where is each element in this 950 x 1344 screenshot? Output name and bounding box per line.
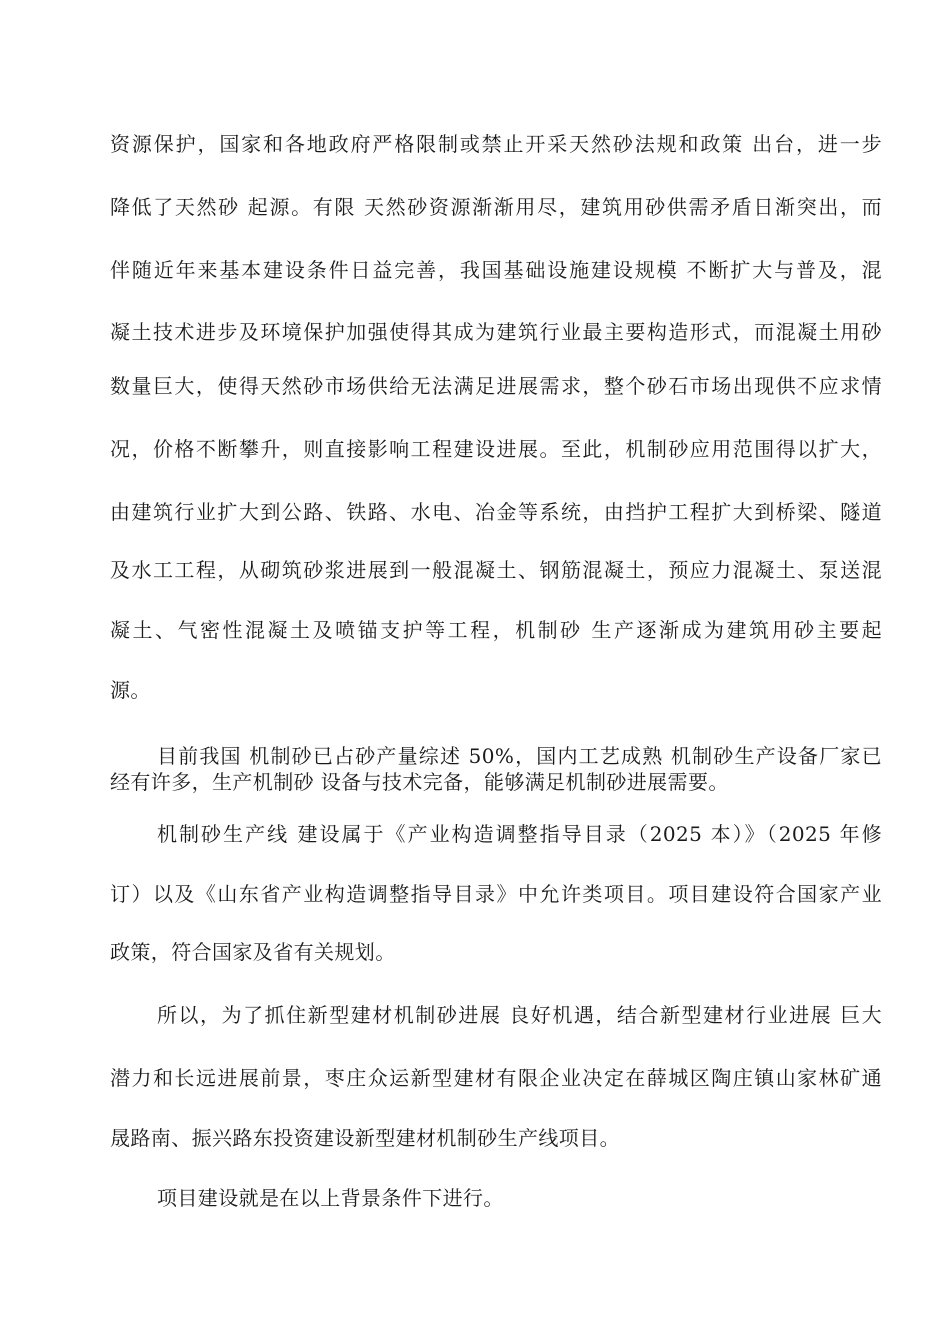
text-line: 目前我国 机制砂已占砂产量综述 50%，国内工艺成熟 机制砂生产设备厂家已 <box>157 744 882 768</box>
text-line: 由建筑行业扩大到公路、铁路、水电、冶金等系统，由挡护工程扩大到桥梁、隧道 <box>110 500 882 524</box>
text-line: 源。 <box>110 678 151 702</box>
text-line: 潜力和长远进展前景，枣庄众运新型建材有限企业决定在薛城区陶庄镇山家林矿通 <box>110 1066 882 1090</box>
text-line: 及水工工程，从砌筑砂浆进展到一般混凝土、钢筋混凝土，预应力混凝土、泵送混 <box>110 558 882 582</box>
text-line: 资源保护，国家和各地政府严格限制或禁止开采天然砂法规和政策 出台，进一步 <box>110 132 882 156</box>
text-line: 凝土、气密性混凝土及喷锚支护等工程，机制砂 生产逐渐成为建筑用砂主要起 <box>110 618 882 642</box>
text-line: 所以，为了抓住新型建材机制砂进展 良好机遇，结合新型建材行业进展 巨大 <box>157 1003 882 1027</box>
text-line: 项目建设就是在以上背景条件下进行。 <box>157 1186 504 1210</box>
text-line: 降低了天然砂 起源。有限 天然砂资源渐渐用尽，建筑用砂供需矛盾日渐突出，而 <box>110 195 882 219</box>
text-line: 凝土技术进步及环境保护加强使得其成为建筑行业最主要构造形式，而混凝土用砂 <box>110 320 882 344</box>
text-line: 订）以及《山东省产业构造调整指导目录》中允许类项目。项目建设符合国家产业 <box>110 882 882 906</box>
text-line: 况，价格不断攀升，则直接影响工程建设进展。至此，机制砂应用范围得以扩大， <box>110 437 882 461</box>
text-line: 政策，符合国家及省有关规划。 <box>110 940 396 964</box>
text-line: 机制砂生产线 建设属于《产业构造调整指导目录（2025 本）》（2025 年修 <box>157 822 882 846</box>
text-line: 经有许多，生产机制砂 设备与技术完备，能够满足机制砂进展需要。 <box>110 770 729 794</box>
text-line: 晟路南、振兴路东投资建设新型建材机制砂生产线项目。 <box>110 1126 620 1150</box>
text-line: 数量巨大，使得天然砂市场供给无法满足进展需求，整个砂石市场出现供不应求情 <box>110 374 882 398</box>
text-line: 伴随近年来基本建设条件日益完善，我国基础设施建设规模 不断扩大与普及，混 <box>110 258 882 282</box>
